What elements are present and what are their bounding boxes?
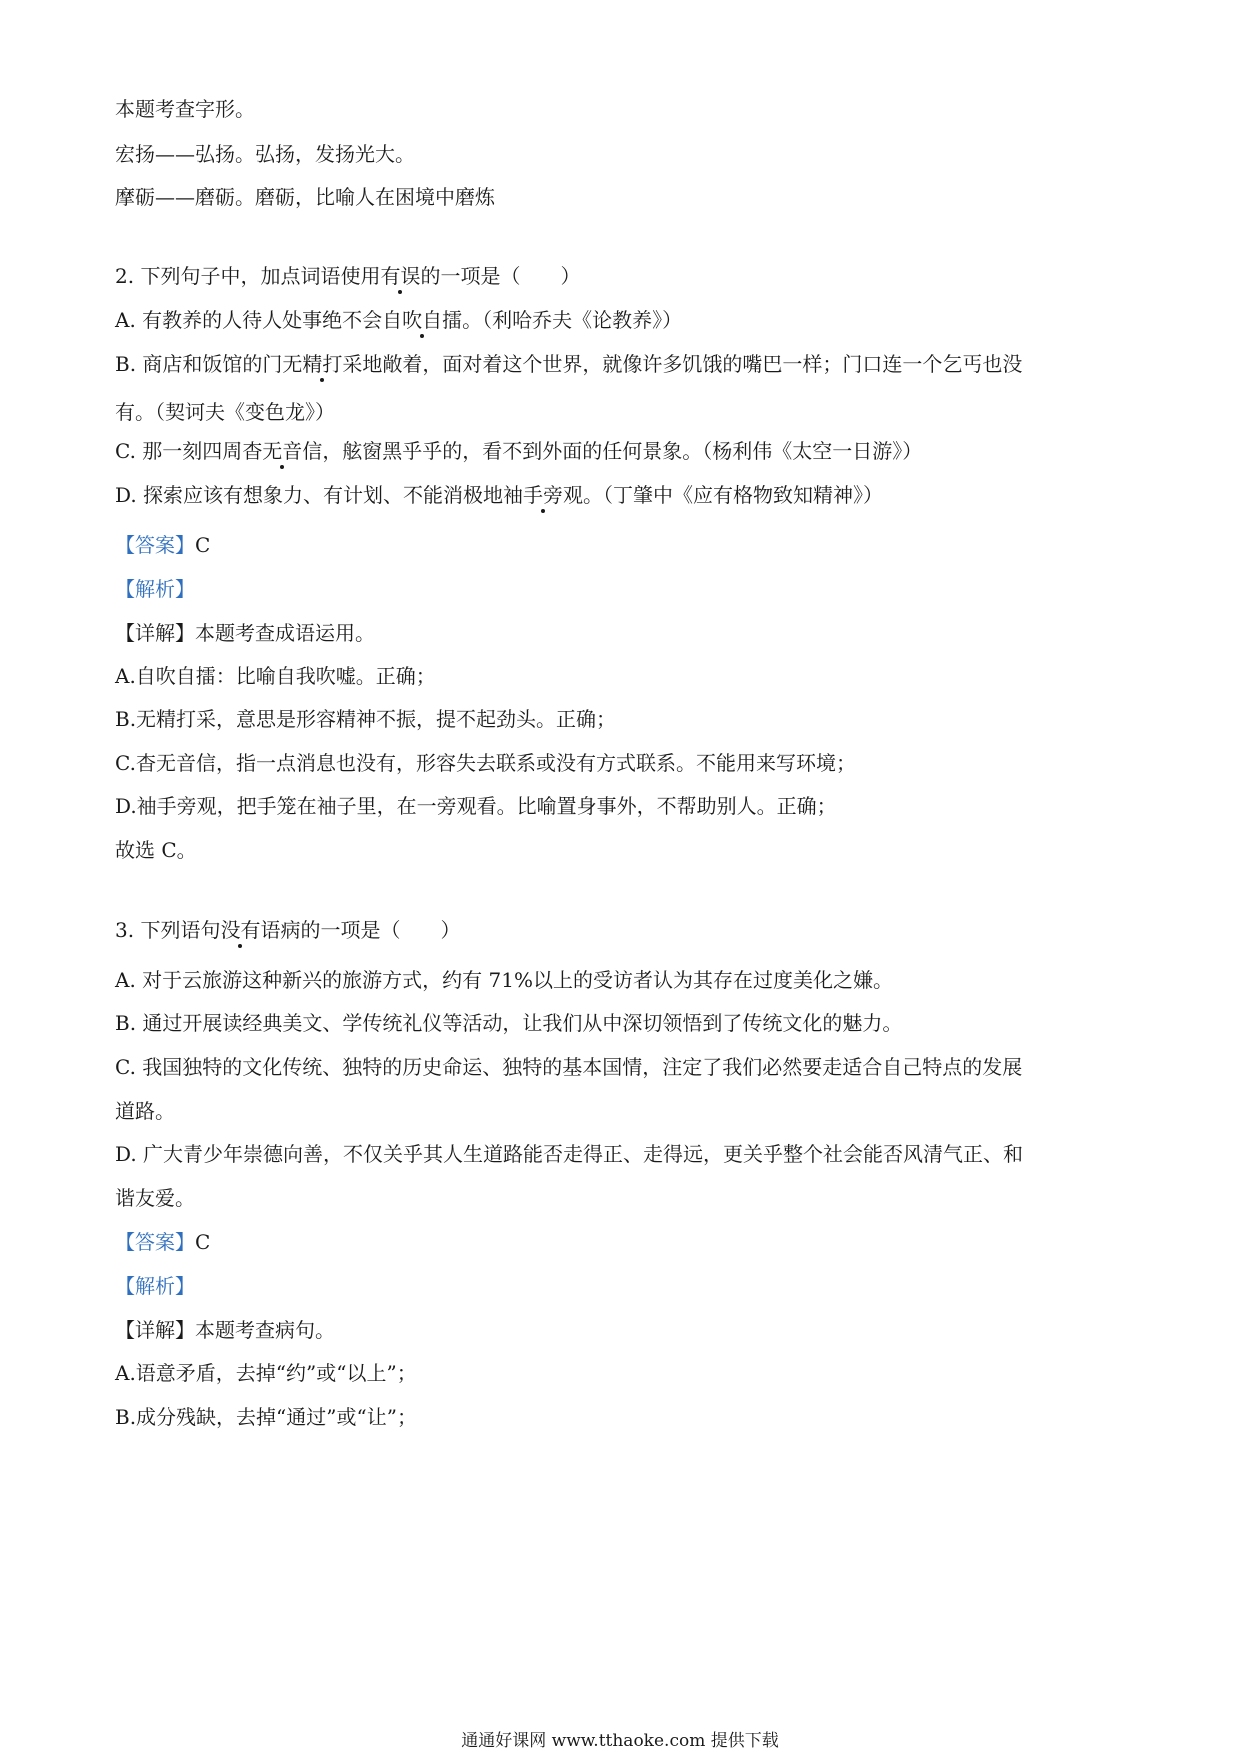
- q2-option-a: [115, 307, 682, 333]
- q3-option-d: D. 广大青少年崇德向善，不仅关乎其人生道路能否走得正、走得远，更关乎整个社会能否风清气正、和: [115, 1142, 1024, 1166]
- explanation-line: A.语意矛盾，去掉“约”或“以上”；: [115, 1361, 417, 1385]
- explanation-line: B.成分残缺，去掉“通过”或“让”；: [115, 1405, 417, 1429]
- q3-option-b: B. 通过开展读经典美文、学传统礼仪等活动，让我们从中深切领悟到了传统文化的魅力。: [115, 1011, 903, 1035]
- option-text: C. 那一刻四周: [115, 439, 243, 463]
- q3-option-c: C. 我国独特的文化传统、独特的历史命运、独特的基本国情，注定了我们必然要走适合自己特点的发展: [115, 1055, 1023, 1079]
- q3-answer: [115, 1229, 210, 1255]
- q2-stem-text: 的一项是（ ）: [420, 264, 581, 288]
- analysis-tag: 【解析】: [115, 1274, 195, 1298]
- answer-value: C: [195, 1230, 211, 1254]
- conclusion-line: 故选 C。: [115, 838, 197, 862]
- q1-analysis-line: 摩砺——磨砺。磨砺，比喻人在困境中磨炼: [115, 185, 495, 209]
- q2-answer: [115, 532, 210, 558]
- q3-option-c-continued: 道路。: [115, 1099, 175, 1123]
- detail-line: 【详解】本题考查病句。: [115, 1318, 335, 1342]
- explanation-line: C.杳无音信，指一点消息也没有，形容失去联系或没有方式联系。不能用来写环境；: [115, 751, 856, 775]
- q2-option-d: [115, 482, 883, 508]
- q2-stem: [115, 263, 580, 289]
- analysis-tag: 【解析】: [115, 577, 195, 601]
- q3-option-d-continued: 谐友爱。: [115, 1186, 195, 1210]
- q2-stem-text: 2. 下列句子中，加点词语使用: [115, 264, 381, 288]
- q1-analysis-line: 本题考查字形。: [115, 97, 255, 121]
- emphasis-dot-word: 杳无音信: [242, 439, 323, 463]
- q2-option-b: [115, 351, 1022, 377]
- explanation-line: B.无精打采，意思是形容精神不振，提不起劲头。正确；: [115, 707, 617, 731]
- q2-option-b-continued: 有。（契诃夫《变色龙》）: [115, 400, 335, 424]
- emphasis-dot-word: 自吹自擂: [382, 308, 463, 332]
- q3-stem-text: 3. 下列语句: [115, 918, 221, 942]
- q3-option-a: A. 对于云旅游这种新兴的旅游方式，约有 71%以上的受访者认为其存在过度美化之嫌。: [115, 968, 893, 992]
- option-text: 。（丁肇中《应有格物致知精神》）: [583, 483, 884, 507]
- option-text: 。（利哈乔夫《论教养》）: [462, 308, 683, 332]
- option-text: D. 探索应该有想象力、有计划、不能消极地: [115, 483, 504, 507]
- answer-tag: 【答案】: [115, 1230, 195, 1254]
- answer-value: C: [195, 533, 211, 557]
- q3-stem: [115, 917, 460, 943]
- page-footer: 通通好课网 www.tthaoke.com 提供下载: [461, 1731, 779, 1751]
- explanation-line: D.袖手旁观，把手笼在袖子里，在一旁观看。比喻置身事外，不帮助别人。正确；: [115, 794, 837, 818]
- option-text: ，舷窗黑乎乎的，看不到外面的任何景象。（杨利伟《太空一日游》）: [322, 439, 923, 463]
- option-text: A. 有教养的人待人处事绝不会: [115, 308, 383, 332]
- option-text: B. 商店和饭馆的门: [115, 352, 283, 376]
- answer-tag: 【答案】: [115, 533, 195, 557]
- emphasis-dot-word: 没有: [220, 918, 261, 942]
- option-text: 地敞着，面对着这个世界，就像许多饥饿的嘴巴一样；门口连一个乞丐也没: [362, 352, 1023, 376]
- q2-option-c: [115, 438, 922, 464]
- explanation-line: A.自吹自擂：比喻自我吹嘘。正确；: [115, 664, 436, 688]
- q1-analysis-line: 宏扬——弘扬。弘扬，发扬光大。: [115, 142, 415, 166]
- emphasis-dot-word: 袖手旁观: [503, 483, 584, 507]
- q3-stem-text: 语病的一项是（ ）: [260, 918, 461, 942]
- emphasis-dot-word: 无精打采: [282, 352, 363, 376]
- detail-line: 【详解】本题考查成语运用。: [115, 621, 375, 645]
- emphasis-dot-word: 有误: [380, 264, 421, 288]
